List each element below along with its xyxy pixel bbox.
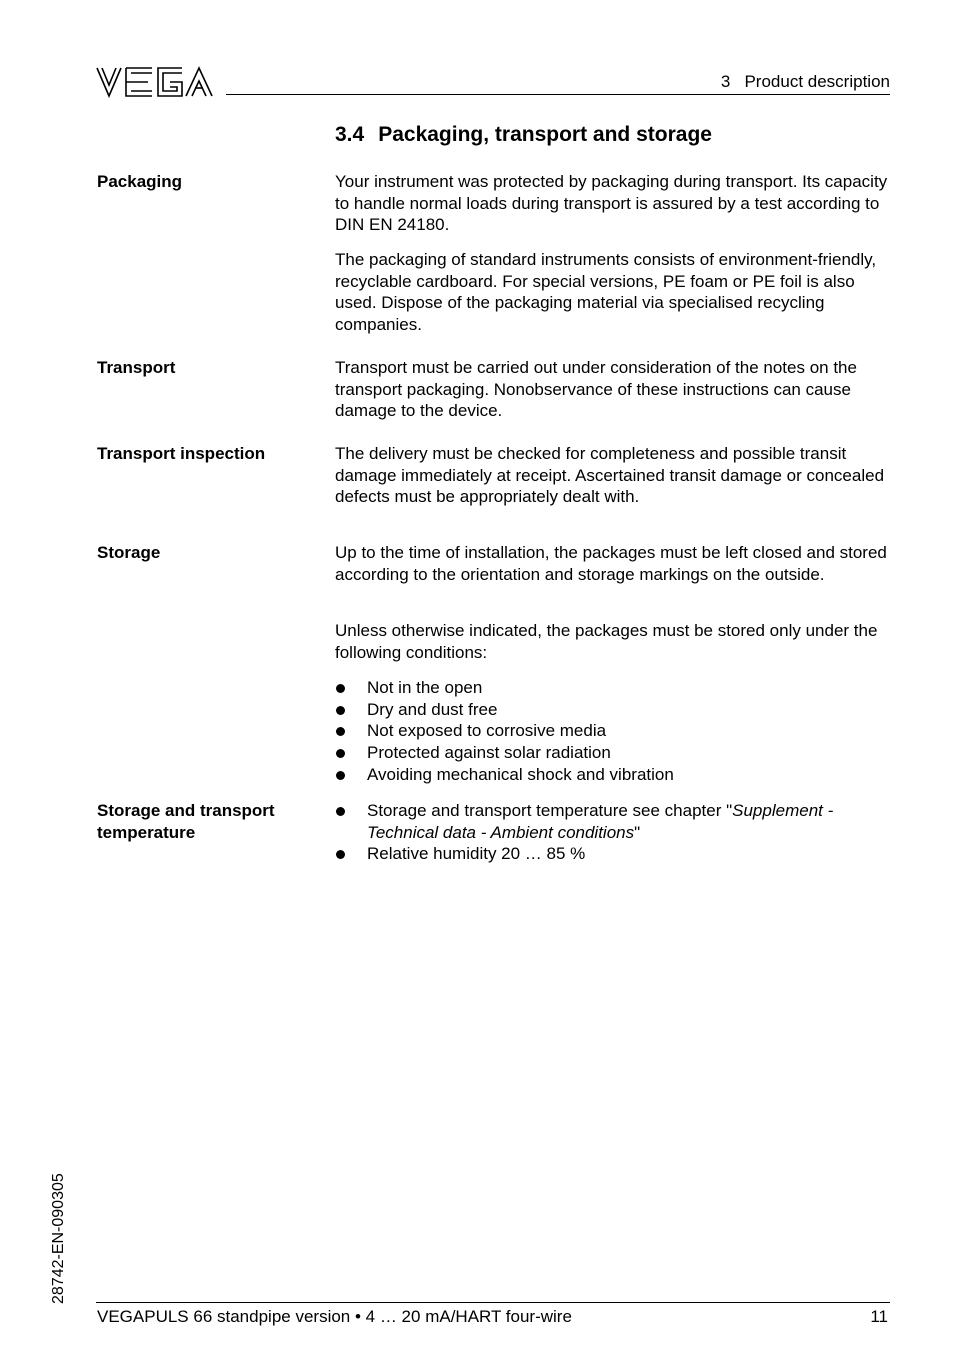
list-item: Not in the open bbox=[335, 677, 895, 699]
transport-paragraph: Transport must be carried out under consideration of the notes on the transport packaging. Nonobservance of these instructions can cause damage to the device. bbox=[335, 358, 857, 421]
chapter-reference: Supplement - Technical data - Ambient conditions bbox=[367, 801, 834, 842]
storage-transport-temperature-label: Storage and transport temperature bbox=[97, 801, 275, 842]
list-item: Relative humidity 20 … 85 % bbox=[335, 843, 895, 865]
section-title-text: Packaging, transport and storage bbox=[378, 123, 712, 146]
transport-inspection-label: Transport inspection bbox=[97, 444, 266, 463]
list-item: Storage and transport temperature see chapter "Supplement - Technical data - Ambient conditions" bbox=[335, 800, 895, 843]
document-code: 28742-EN-090305 bbox=[50, 1173, 67, 1304]
list-item: Avoiding mechanical shock and vibration bbox=[335, 764, 895, 786]
storage-paragraph-2: Unless otherwise indicated, the packages must be stored only under the following conditions: bbox=[335, 621, 878, 662]
packaging-label: Packaging bbox=[97, 172, 183, 191]
storage-conditions-list bbox=[335, 677, 895, 786]
footer-rule bbox=[96, 1302, 890, 1303]
storage-label: Storage bbox=[97, 543, 161, 562]
vega-logo bbox=[96, 66, 214, 98]
footer-title: VEGAPULS 66 standpipe version • 4 … 20 mA/HART four-wire bbox=[97, 1307, 572, 1326]
header-rule bbox=[226, 94, 890, 95]
packaging-paragraph-1: Your instrument was protected by packaging during transport. Its capacity to handle normal loads during transport is assured by a test according to DIN EN 24180. bbox=[335, 172, 888, 235]
transport-label: Transport bbox=[97, 358, 176, 377]
temperature-list bbox=[335, 800, 895, 865]
section-number: 3.4 bbox=[335, 123, 365, 146]
list-item: Dry and dust free bbox=[335, 699, 895, 721]
packaging-paragraph-2: The packaging of standard instruments consists of environment-friendly, recyclable cardboard. For special versions, PE foam or PE foil is also used. Dispose of the packaging material via specialised recycling companies. bbox=[335, 250, 877, 335]
bullet-icon bbox=[336, 850, 345, 859]
section-title bbox=[335, 123, 712, 147]
list-item: Not exposed to corrosive media bbox=[335, 720, 895, 742]
bullet-icon bbox=[336, 749, 345, 758]
bullet-icon bbox=[336, 706, 345, 715]
transport-inspection-paragraph: The delivery must be checked for completeness and possible transit damage immediately at receipt. Ascertained transit damage or concealed defects must be appropriately dealt with. bbox=[335, 444, 885, 507]
list-item: Protected against solar radiation bbox=[335, 742, 895, 764]
bullet-icon bbox=[336, 684, 345, 693]
storage-paragraph-1: Up to the time of installation, the packages must be left closed and stored according to the orientation and storage markings on the outside. bbox=[335, 543, 887, 584]
header-chapter: 3 Product description bbox=[720, 72, 890, 91]
page-number: 11 bbox=[870, 1307, 888, 1326]
bullet-icon bbox=[336, 727, 345, 736]
bullet-icon bbox=[336, 807, 345, 816]
bullet-icon bbox=[336, 771, 345, 780]
